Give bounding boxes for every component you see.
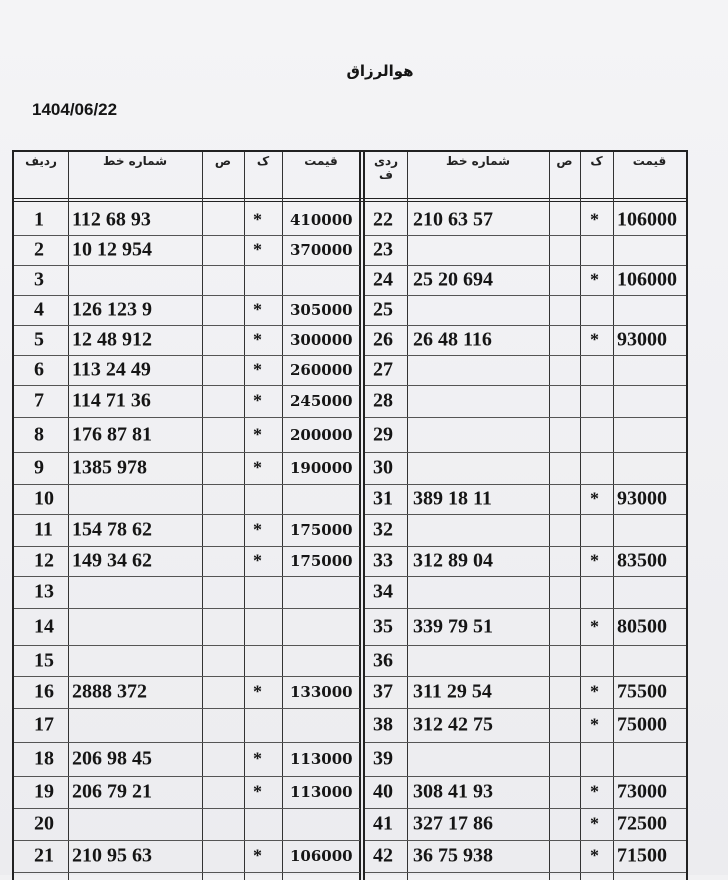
table-row (365, 608, 686, 646)
row-index: 18 (34, 747, 54, 770)
row-index: 7 (34, 389, 44, 412)
row-line-number: 206 98 45 (72, 747, 152, 770)
table-row (14, 808, 360, 841)
header-price-right: قیمت (632, 154, 667, 168)
table-row (365, 776, 686, 809)
row-price: 200000 (290, 425, 353, 444)
table-row (14, 840, 360, 873)
row-price: 190000 (290, 459, 353, 477)
table-row (14, 417, 360, 453)
row-index: 20 (34, 812, 54, 835)
table-row (365, 808, 686, 841)
row-index: 34 (373, 580, 393, 603)
table-row (365, 204, 686, 236)
row-index: 39 (373, 747, 393, 770)
row-index: 10 (34, 487, 54, 510)
row-index: 31 (373, 487, 393, 510)
table-row (14, 325, 360, 356)
row-index: 4 (34, 298, 44, 321)
row-price: 370000 (290, 241, 353, 259)
row-price: 113000 (290, 783, 353, 801)
row-index: 40 (373, 780, 393, 803)
table-row (14, 514, 360, 547)
table-row (14, 295, 360, 326)
row-index: 24 (373, 268, 393, 291)
row-index: 6 (34, 358, 44, 381)
row-mark: * (590, 781, 599, 802)
row-line-number: 312 89 04 (413, 549, 493, 572)
table-row (365, 417, 686, 453)
table-row (365, 514, 686, 547)
row-index: 8 (34, 423, 44, 445)
document-date: 1404/06/22 (32, 100, 118, 119)
row-mark: * (590, 329, 599, 350)
row-line-number: 149 34 62 (72, 549, 152, 572)
table-row (14, 452, 360, 485)
row-price: 260000 (290, 361, 353, 379)
row-index: 36 (373, 649, 393, 671)
row-line-number: 389 18 11 (413, 487, 492, 510)
header-line-number: شماره خط (102, 154, 168, 168)
table-row (14, 546, 360, 577)
row-mark: * (590, 616, 599, 636)
row-mark: * (253, 424, 262, 444)
table-row (14, 265, 360, 296)
table-row (365, 325, 686, 356)
row-line-number: 112 68 93 (72, 208, 151, 230)
header-sad-right: ص (556, 154, 573, 168)
row-mark: * (590, 681, 599, 702)
row-price: 175000 (290, 521, 353, 539)
row-index: 17 (34, 713, 54, 736)
row-index: 13 (34, 580, 54, 603)
row-index: 30 (373, 456, 393, 479)
row-mark: * (253, 550, 262, 571)
row-price: 305000 (290, 301, 353, 319)
row-index: 26 (373, 328, 393, 351)
table-row (14, 355, 360, 386)
table-row (14, 776, 360, 809)
row-mark: * (590, 845, 599, 866)
row-index: 19 (34, 780, 54, 803)
table-row (14, 385, 360, 418)
row-mark: * (253, 519, 262, 540)
row-mark: * (253, 390, 262, 411)
row-line-number: 114 71 36 (72, 389, 151, 412)
row-index: 16 (34, 680, 54, 703)
row-index: 1 (34, 208, 44, 230)
header-index-right: ردی ف (373, 154, 399, 182)
table-row (365, 645, 686, 677)
header-index: ردیف (25, 154, 57, 168)
header-sad: ص (214, 154, 232, 168)
row-mark: * (253, 239, 262, 260)
table-row (14, 676, 360, 709)
row-price: 175000 (290, 552, 353, 570)
table-row (14, 608, 360, 646)
row-mark: * (590, 269, 599, 290)
table-row (14, 235, 360, 266)
row-index: 23 (373, 238, 393, 261)
table-row (14, 708, 360, 743)
row-line-number: 2888 372 (72, 680, 147, 703)
row-mark: * (253, 681, 262, 702)
row-index: 41 (373, 812, 393, 835)
table-row (14, 484, 360, 515)
row-index: 38 (373, 713, 393, 736)
row-price: 106000 (617, 268, 677, 291)
row-line-number: 210 63 57 (413, 208, 493, 230)
row-mark: * (590, 209, 599, 229)
table-right-half (365, 152, 686, 880)
row-line-number: 327 17 86 (413, 812, 493, 835)
row-price: 300000 (290, 331, 353, 349)
header-kaf-right: ک (590, 154, 603, 168)
row-mark: * (253, 329, 262, 350)
row-price: 83500 (617, 549, 667, 572)
row-mark: * (253, 299, 262, 320)
row-line-number: 26 48 116 (413, 328, 492, 351)
row-price: 106000 (617, 208, 677, 230)
table-row (14, 742, 360, 777)
page-heading: هوالرزاق (346, 62, 414, 80)
table-row (365, 546, 686, 577)
header-line-number-right: شماره خط (445, 154, 511, 168)
row-price: 133000 (290, 683, 353, 701)
row-price: 72500 (617, 812, 667, 835)
table-row (14, 576, 360, 609)
row-index: 37 (373, 680, 393, 703)
row-index: 25 (373, 298, 393, 321)
row-price: 75000 (617, 713, 667, 736)
table-row (14, 645, 360, 677)
row-line-number: 308 41 93 (413, 780, 493, 803)
row-mark: * (253, 209, 262, 229)
table-row (365, 840, 686, 873)
row-index: 29 (373, 423, 393, 445)
row-index: 15 (34, 649, 54, 671)
row-line-number: 113 24 49 (72, 358, 151, 381)
table-row (365, 355, 686, 386)
row-line-number: 154 78 62 (72, 518, 152, 541)
row-line-number: 311 29 54 (413, 680, 492, 703)
price-table (12, 150, 688, 880)
row-mark: * (590, 488, 599, 509)
table-row (365, 676, 686, 709)
row-price: 73000 (617, 780, 667, 803)
table-row (365, 576, 686, 609)
row-index: 14 (34, 615, 54, 637)
row-line-number: 176 87 81 (72, 423, 152, 445)
header-price: قیمت (304, 154, 338, 168)
row-line-number: 339 79 51 (413, 615, 493, 637)
row-line-number: 25 20 694 (413, 268, 493, 291)
row-mark: * (253, 359, 262, 380)
row-index: 27 (373, 358, 393, 381)
row-price: 71500 (617, 844, 667, 867)
row-index: 2 (34, 238, 44, 261)
row-index: 9 (34, 456, 44, 479)
row-mark: * (590, 714, 599, 735)
table-row (365, 708, 686, 743)
row-price: 113000 (290, 750, 353, 768)
row-price: 410000 (290, 210, 353, 229)
row-index: 11 (34, 518, 53, 541)
row-mark: * (253, 781, 262, 802)
table-row (365, 452, 686, 485)
row-index: 5 (34, 328, 44, 351)
row-index: 12 (34, 549, 54, 572)
row-mark: * (590, 550, 599, 571)
header-kaf: ک (256, 154, 270, 168)
table-row (14, 204, 360, 236)
row-line-number: 210 95 63 (72, 844, 152, 867)
row-mark: * (253, 457, 262, 478)
row-price: 75500 (617, 680, 667, 703)
table-row (365, 295, 686, 326)
row-index: 21 (34, 844, 54, 867)
row-index: 28 (373, 389, 393, 412)
table-left-half (14, 152, 360, 880)
row-price: 93000 (617, 487, 667, 510)
row-index: 35 (373, 615, 393, 637)
row-line-number: 10 12 954 (72, 238, 152, 261)
table-row (365, 484, 686, 515)
row-price: 80500 (617, 615, 667, 637)
row-line-number: 12 48 912 (72, 328, 152, 351)
row-line-number: 1385 978 (72, 456, 147, 479)
row-price: 106000 (290, 847, 353, 865)
row-line-number: 312 42 75 (413, 713, 493, 736)
table-row (365, 385, 686, 418)
row-index: 32 (373, 518, 393, 541)
table-row (365, 742, 686, 777)
row-line-number: 36 75 938 (413, 844, 493, 867)
row-line-number: 126 123 9 (72, 298, 152, 321)
row-mark: * (253, 748, 262, 769)
row-index: 42 (373, 844, 393, 867)
table-row (365, 235, 686, 266)
row-price: 245000 (290, 392, 353, 410)
row-index: 3 (34, 268, 44, 291)
row-price: 93000 (617, 328, 667, 351)
row-mark: * (590, 813, 599, 834)
row-index: 33 (373, 549, 393, 572)
row-mark: * (253, 845, 262, 866)
row-line-number: 206 79 21 (72, 780, 152, 803)
row-index: 22 (373, 208, 393, 230)
table-row (365, 265, 686, 296)
